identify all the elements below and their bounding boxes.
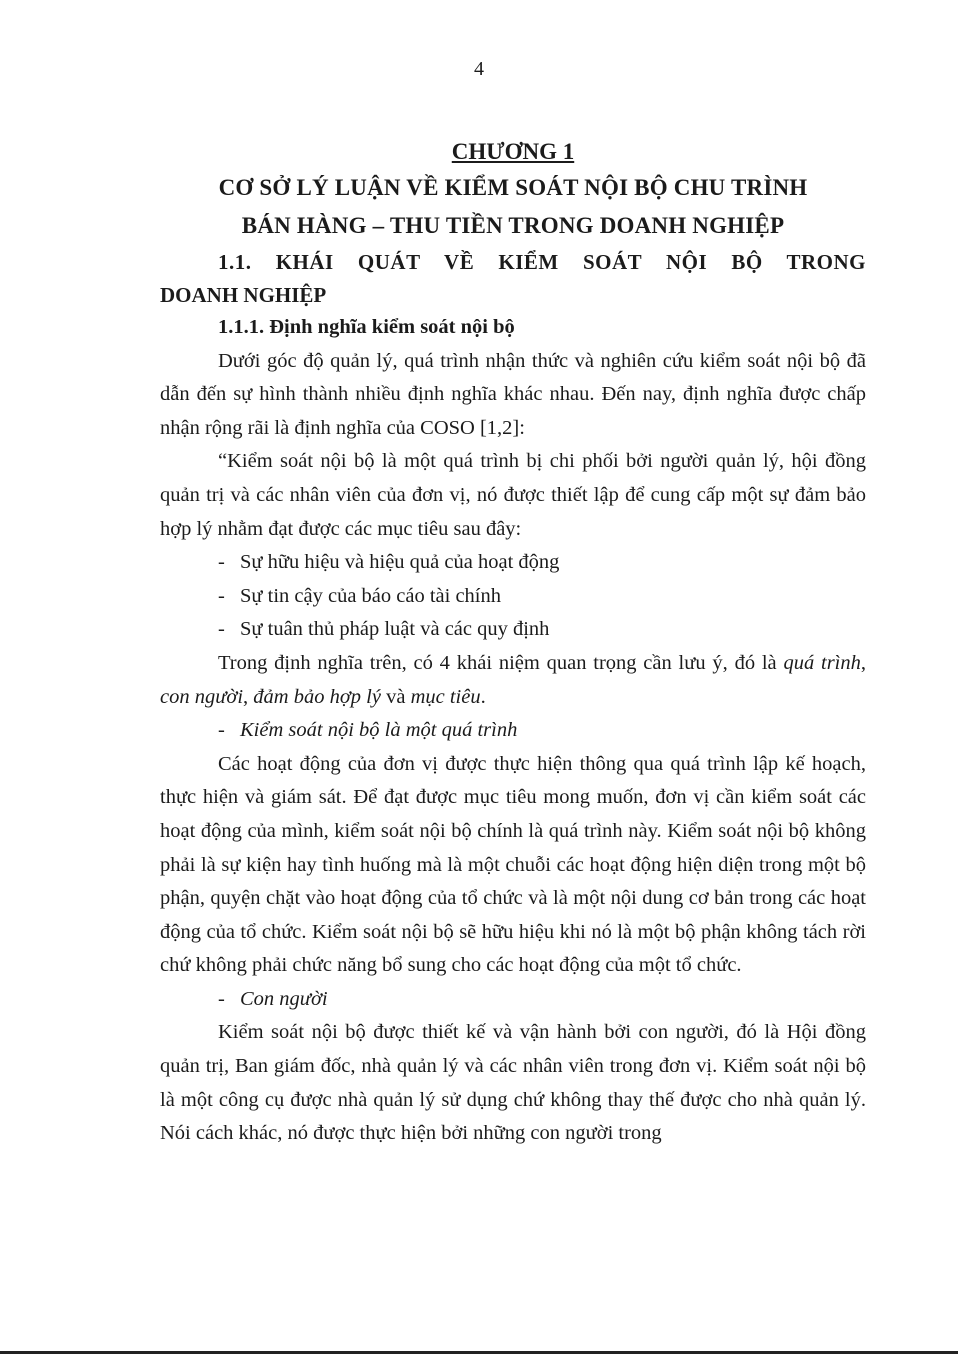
chapter-heading: CHƯƠNG 1 [451,139,575,164]
term-con-nguoi: con người [160,685,244,708]
bullet-dash: - [218,987,225,1010]
bullet-dash: - [218,719,225,742]
term-muc-tieu: mục tiêu [410,685,481,708]
paragraph-3 [160,647,866,714]
subheading-text: Kiểm soát nội bộ là một quá trình [240,719,518,742]
chapter-title-line2: BÁN HÀNG – THU TIỀN TRONG DOANH NGHIỆP [241,213,785,238]
period: . [480,685,486,708]
chapter-title-line1: CƠ SỞ LÝ LUẬN VỀ KIỂM SOÁT NỘI BỘ CHU TRÌNH [218,175,808,200]
bullet-dash: - [218,618,225,641]
term-qua-trinh: quá trình [783,651,861,674]
bullet-item [160,613,866,647]
separator: , [243,685,254,708]
page-number: 4 [474,58,484,80]
section-1-1-heading-cont: DOANH NGHIỆP [160,283,327,307]
bullet-text: Sự tuân thủ pháp luật và các quy định [240,618,550,641]
term-dam-bao-hop-ly: đảm bảo hợp lý [253,685,381,708]
subheading-qua-trinh [160,714,866,748]
bullet-item [160,580,866,614]
bullet-text: Sự tin cậy của báo cáo tài chính [240,584,502,607]
subheading-con-nguoi [160,983,866,1017]
bullet-item [160,546,866,580]
paragraph-1: Dưới góc độ quản lý, quá trình nhận thức và nghiên cứu kiểm soát nội bộ đã dẫn đến sự hình thành nhiều định nghĩa khác nhau. Đến nay, định nghĩa được chấp nhận rộng rãi là định nghĩa của COSO [1,2]: [160,349,866,439]
separator: và [380,685,411,708]
section-1-1-1-heading: 1.1.1. Định nghĩa kiểm soát nội bộ [218,316,515,338]
bullet-dash: - [218,584,225,607]
paragraph-5: Kiểm soát nội bộ được thiết kế và vận hành bởi con người, đó là Hội đồng quản trị, Ban giám đốc, nhà quản lý và các nhân viên trong đơn vị. Kiểm soát nội bộ là một công cụ được nhà quản lý sử dụng chứ không thay thế được cho nhà quản lý. Nói cách khác, nó được thực hiện bởi những con người trong [160,1021,866,1145]
bullet-dash: - [218,551,225,574]
subheading-text: Con người [240,987,328,1010]
document-body [160,135,866,1151]
section-1-1-heading: 1.1. KHÁI QUÁT VỀ KIỂM SOÁT NỘI BỘ TRONG [218,250,866,274]
separator: , [860,651,866,674]
paragraph-4: Các hoạt động của đơn vị được thực hiện thông qua quá trình lập kế hoạch, thực hiện và giám sát. Để đạt được mục tiêu mong muốn, đơn vị cần kiểm soát các hoạt động của mình, kiểm soát nội bộ chính là quá trình này. Kiểm soát nội bộ không phải là sự kiện hay tình huống mà là một chuỗi các hoạt động hiện diện trong một bộ phận, quyện chặt vào hoạt động của tổ chức và là một nội dung cơ bản trong các hoạt động của tổ chức. Kiểm soát nội bộ sẽ hữu hiệu khi nó là một bộ phận không tách rời chứ không phải chức năng bổ sung cho các hoạt động của một tổ chức. [160,752,866,977]
para3-lead: Trong định nghĩa trên, có 4 khái niệm quan trọng cần lưu ý, đó là [218,651,784,674]
paragraph-2: “Kiểm soát nội bộ là một quá trình bị chi phối bởi người quản lý, hội đồng quản trị và các nhân viên của đơn vị, nó được thiết lập để cung cấp một sự đảm bảo hợp lý nhằm đạt được các mục tiêu sau đây: [160,450,866,540]
bullet-text: Sự hữu hiệu và hiệu quả của hoạt động [240,551,560,574]
